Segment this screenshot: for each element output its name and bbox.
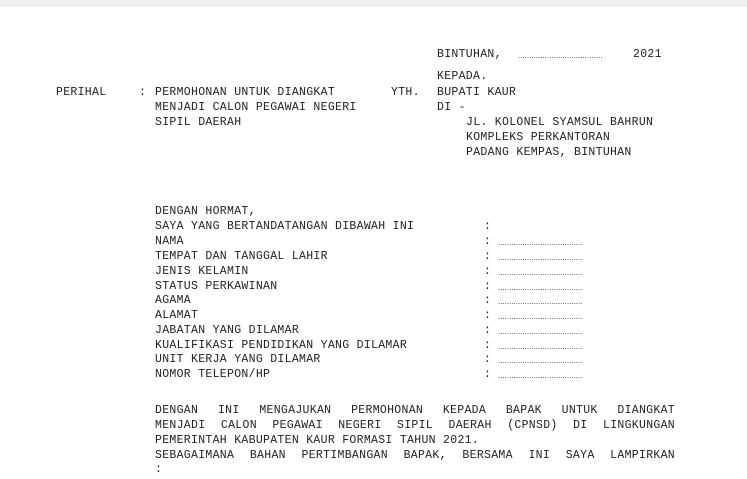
recipient-address-line: KOMPLEKS PERKANTORAN xyxy=(466,131,611,144)
greeting: DENGAN HORMAT, xyxy=(155,205,256,218)
field-colon: : xyxy=(484,309,491,322)
attachment-colon: : xyxy=(155,463,163,476)
field-label: KUALIFIKASI PENDIDIKAN YANG DILAMAR xyxy=(155,339,408,352)
recipient-di: DI - xyxy=(437,101,466,114)
paragraph-line: DENGAN INI MENGAJUKAN PERMOHONAN KEPADA BAPAK UNTUK DIANGKAT xyxy=(155,404,675,417)
field-blank: ...................................... xyxy=(498,342,583,351)
field-colon: : xyxy=(484,280,491,293)
subject-colon: : xyxy=(139,86,147,99)
paragraph-line: PEMERINTAH KABUPATEN KAUR FORMASI TAHUN 2021. xyxy=(155,434,480,447)
field-colon: : xyxy=(484,250,491,263)
subject-line: MENJADI CALON PEGAWAI NEGERI xyxy=(155,101,357,114)
yth-label: YTH. xyxy=(391,86,420,99)
field-colon: : xyxy=(484,368,491,381)
field-colon: : xyxy=(484,353,491,366)
field-label: AGAMA xyxy=(155,294,192,307)
field-label: JENIS KELAMIN xyxy=(155,265,249,278)
recipient-address-line: PADANG KEMPAS, BINTUHAN xyxy=(466,146,632,159)
field-blank: ...................................... xyxy=(498,297,583,306)
kepada-label: KEPADA. xyxy=(437,70,488,83)
field-colon: : xyxy=(484,235,491,248)
date-blank: ...................................... xyxy=(518,51,603,60)
recipient-name: BUPATI KAUR xyxy=(437,86,517,99)
field-label: TEMPAT DAN TANGGAL LAHIR xyxy=(155,250,328,263)
intro-line: SAYA YANG BERTANDATANGAN DIBAWAH INI xyxy=(155,220,415,233)
field-colon: : xyxy=(484,294,491,307)
field-label: STATUS PERKAWINAN xyxy=(155,280,278,293)
intro-colon: : xyxy=(484,220,491,233)
place-date-prefix: BINTUHAN, xyxy=(437,48,502,61)
subject-line: PERMOHONAN UNTUK DIANGKAT xyxy=(155,86,336,99)
field-colon: : xyxy=(484,265,491,278)
field-blank: ...................................... xyxy=(498,327,583,336)
field-label: JABATAN YANG DILAMAR xyxy=(155,324,300,337)
field-label: UNIT KERJA YANG DILAMAR xyxy=(155,353,321,366)
field-blank: ...................................... xyxy=(498,371,583,380)
field-blank: ...................................... xyxy=(498,356,583,365)
field-blank: ...................................... xyxy=(498,268,583,277)
date-year: 2021 xyxy=(633,48,662,61)
paragraph-line: MENJADI CALON PEGAWAI NEGERI SIPIL DAERAH (CPNSD) DI LINGKUNGAN xyxy=(155,419,675,432)
subject-label: PERIHAL xyxy=(56,86,107,99)
attachment-line: SEBAGAIMANA BAHAN PERTIMBANGAN BAPAK, BERSAMA INI SAYA LAMPIRKAN xyxy=(155,449,675,462)
field-colon: : xyxy=(484,324,491,337)
subject-line: SIPIL DAERAH xyxy=(155,116,242,129)
field-blank: ...................................... xyxy=(498,312,583,321)
field-blank: ...................................... xyxy=(498,283,583,292)
field-label: ALAMAT xyxy=(155,309,199,322)
field-blank: ...................................... xyxy=(498,238,583,247)
field-label: NOMOR TELEPON/HP xyxy=(155,368,271,381)
field-label: NAMA xyxy=(155,235,184,248)
field-blank: ...................................... xyxy=(498,253,583,262)
recipient-address-line: JL. KOLONEL SYAMSUL BAHRUN xyxy=(466,116,654,129)
field-colon: : xyxy=(484,339,491,352)
viewer-top-edge xyxy=(0,0,747,6)
